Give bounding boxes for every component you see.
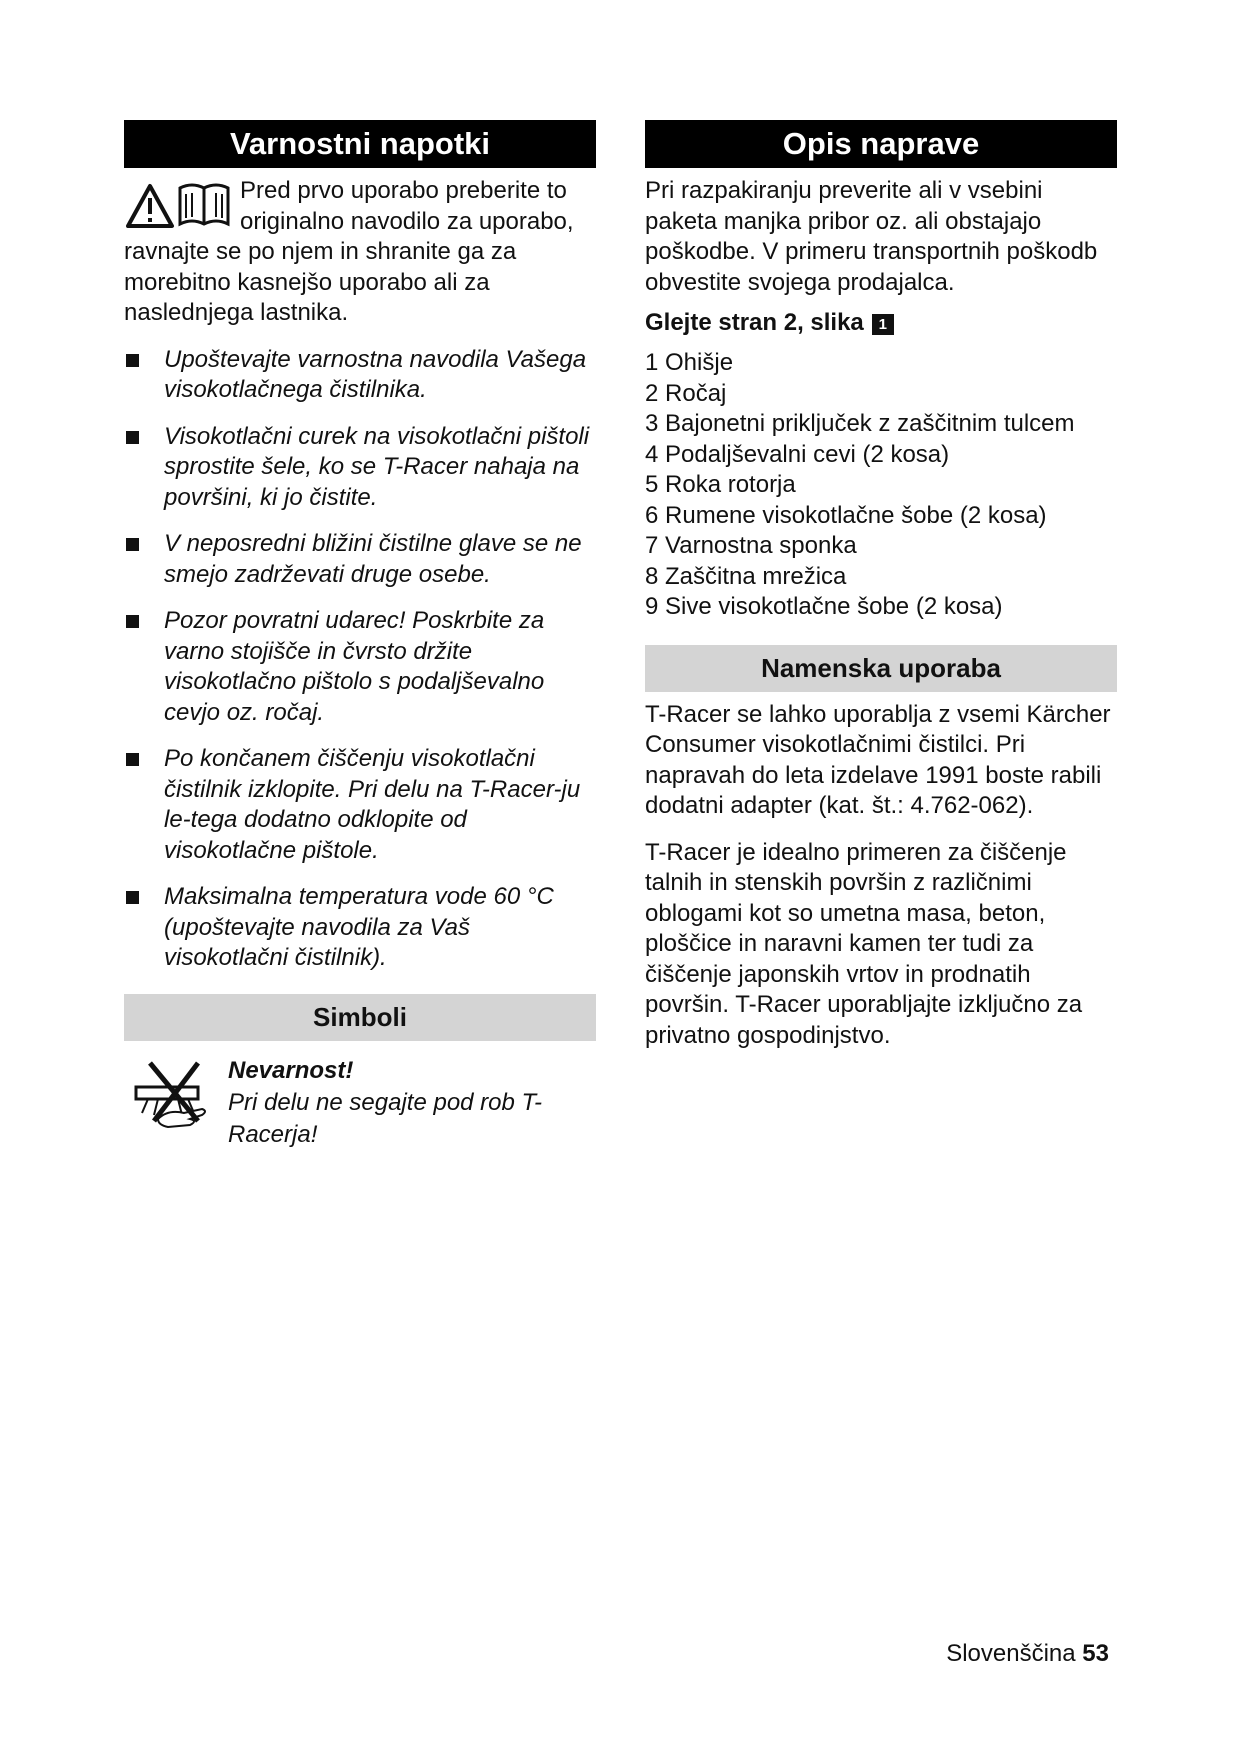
list-item: 5 Roka rotorja xyxy=(645,471,796,498)
symbols-heading: Simboli xyxy=(124,994,596,1041)
list-item: 2 Ročaj xyxy=(645,379,727,407)
safety-intro-text: Pred prvo uporabo preberite to originalno navodilo za uporabo, ravnajte se po njem in shranite ga za morebitno kasnejšo uporabo ali za naslednjega lastnika. xyxy=(124,177,574,326)
left-column xyxy=(124,120,596,1151)
intended-use-heading: Namenska uporaba xyxy=(645,645,1117,692)
figure-reference: Glejte stran 2, slika 1 xyxy=(645,308,1117,338)
page-footer xyxy=(946,1640,1109,1668)
page-number: 53 xyxy=(1082,1640,1109,1667)
list-item: Po končanem čiščenju visokotlačni čistilnik izklopite. Pri delu na T-Racer-ju le-tega dodatno odklopite od visokotlačne pištole. xyxy=(124,744,596,866)
safety-intro xyxy=(124,176,596,329)
list-item: 6 Rumene visokotlačne šobe (2 kosa) xyxy=(645,501,1047,529)
bullet-square-icon xyxy=(126,431,139,444)
figure-number-badge: 1 xyxy=(872,314,894,335)
list-item: Maksimalna temperatura vode 60 °C (upoštevajte navodila za Vaš visokotlačni čistilnik). xyxy=(124,882,596,974)
bullet-square-icon xyxy=(126,891,139,904)
intended-use-paragraph-1: T-Racer se lahko uporablja z vsemi Kärcher Consumer visokotlačnimi čistilci. Pri napravah do leta izdelave 1991 boste rabili dodatni adapter (kat. št.: 4.762-062). xyxy=(645,700,1111,819)
list-item: 4 Podaljševalni cevi (2 kosa) xyxy=(645,440,950,468)
list-item: 1 Ohišje xyxy=(645,349,734,376)
list-item: V neposredni bližini čistilne glave se ne smejo zadrževati druge osebe. xyxy=(124,529,596,590)
unpacking-text: Pri razpakiranju preverite ali v vsebini paketa manjka pribor oz. ali obstajajo poškodbe. V primeru transportnih poškodb obvestite svojega prodajalca. xyxy=(645,177,1098,296)
right-column xyxy=(645,120,1117,1051)
intended-use-paragraph-2: T-Racer je idealno primeren za čiščenje talnih in stenskih površin z različnimi oblogami kot so umetna masa, beton, ploščice in naravni kamen ter tudi za čiščenje japonskih vrtov in prodnatih površin. T-Racer uporabljajte izključno za privatno gospodinjstvo. xyxy=(645,838,1083,1049)
list-item: Upoštevajte varnostna navodila Vašega visokotlačnega čistilnika. xyxy=(124,345,596,406)
footer-language: Slovenščina xyxy=(946,1640,1076,1667)
bullet-square-icon xyxy=(126,354,139,367)
danger-title: Nevarnost! xyxy=(228,1056,354,1084)
bullet-square-icon xyxy=(126,753,139,766)
list-item: 7 Varnostna sponka xyxy=(645,532,857,559)
danger-notice xyxy=(124,1055,596,1151)
danger-text: Pri delu ne segajte pod rob T-Racerja! xyxy=(228,1088,542,1148)
parts-list xyxy=(645,348,1117,623)
list-item: Visokotlačni curek na visokotlačni pištoli sprostite šele, ko se T-Racer nahaja na površini, ki jo čistite. xyxy=(124,422,596,514)
safety-list xyxy=(124,345,596,974)
list-item: 9 Sive visokotlačne šobe (2 kosa) xyxy=(645,593,1003,620)
warning-manual-icon xyxy=(124,176,240,232)
list-item: 8 Zaščitna mrežica xyxy=(645,562,847,590)
bullet-square-icon xyxy=(126,538,139,551)
list-item: Pozor povratni udarec! Poskrbite za varno stojišče in čvrsto držite visokotlačno pištolo s podaljševalno cevjo oz. ročaj. xyxy=(124,606,596,728)
hand-danger-icon xyxy=(128,1059,214,1131)
bullet-square-icon xyxy=(126,615,139,628)
device-description-heading: Opis naprave xyxy=(645,120,1117,168)
safety-heading: Varnostni napotki xyxy=(124,120,596,168)
list-item: 3 Bajonetni priključek z zaščitnim tulcem xyxy=(645,410,1075,437)
